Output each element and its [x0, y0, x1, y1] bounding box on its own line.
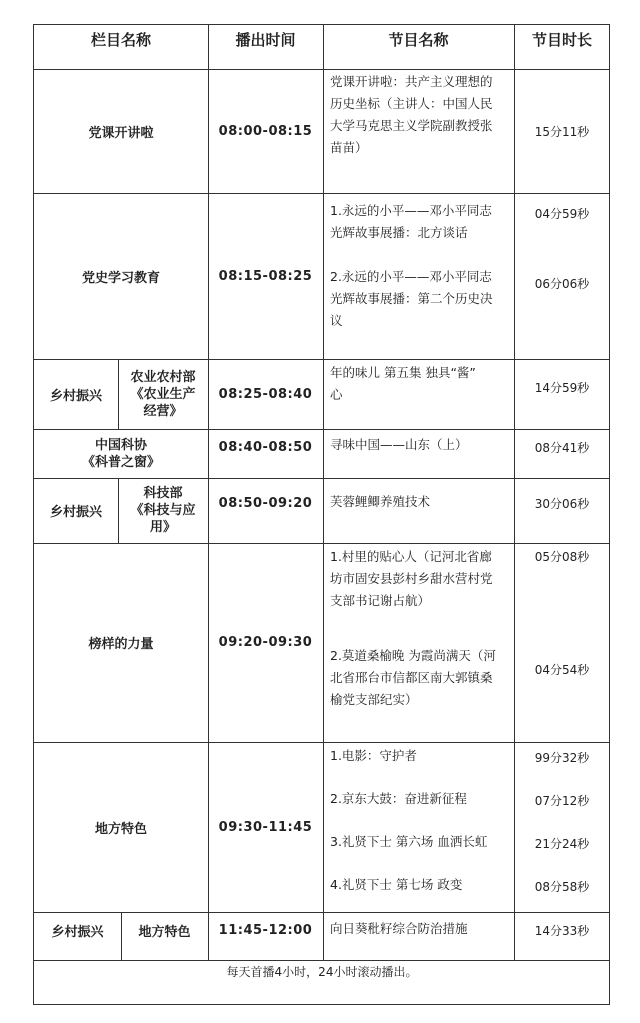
row-1-time: 08:15-08:25 [218, 268, 313, 284]
column-line: 《科技与应 [130, 503, 196, 518]
row-3-column [34, 429, 208, 478]
row-5-duration-1: 05分08秒 [534, 550, 590, 564]
row-0-column: 党课开讲啦 [88, 125, 154, 141]
header-broadcast-time: 播出时间 [235, 30, 296, 49]
program-line: 党课开讲啦：共产主义理想的 [330, 74, 493, 89]
row-1-program-2 [330, 266, 512, 332]
row-5-duration-2: 04分54秒 [534, 663, 590, 677]
row-4-duration: 30分06秒 [534, 496, 590, 511]
program-line: 寻味中国——山东（上） [330, 437, 468, 452]
program-line: 大学马克思主义学院副教授张 [330, 118, 493, 133]
row-7-duration: 14分33秒 [534, 923, 590, 938]
program-line: 历史坐标（主讲人：中国人民 [330, 96, 493, 111]
row-0-duration: 15分11秒 [534, 124, 590, 139]
header-duration: 节目时长 [531, 30, 592, 49]
program-line: 1.永远的小平——邓小平同志 [330, 203, 492, 218]
column-line: 农业农村部 [130, 369, 196, 385]
row-7-column-b: 地方特色 [138, 924, 191, 940]
row-7-time: 11:45-12:00 [218, 922, 313, 938]
column-line: 经营》 [143, 403, 183, 419]
row-5-column: 榜样的力量 [88, 637, 154, 652]
row-7-program: 向日葵秕籽综合防治措施 [330, 921, 468, 936]
program-line: 支部书记谢占航） [330, 593, 431, 608]
program-line: 光辉故事展播：第二个历史决 [330, 291, 493, 306]
row-6-column: 地方特色 [94, 821, 147, 837]
row-4-column-b [118, 478, 208, 543]
row-0-program [330, 71, 512, 159]
row-0-time: 08:00-08:15 [218, 123, 313, 139]
header-program-name: 节目名称 [388, 30, 449, 49]
column-divider [323, 24, 324, 960]
table-border-bottom [33, 1004, 610, 1005]
row-6-duration-4: 08分58秒 [534, 880, 590, 894]
row-5-time: 09:20-09:30 [218, 635, 313, 650]
row-2-column-b [118, 359, 208, 429]
row-3-time: 08:40-08:50 [218, 439, 313, 455]
row-6-duration-1: 99分32秒 [534, 751, 590, 765]
row-2-column-a: 乡村振兴 [49, 388, 102, 404]
row-7-column-a: 乡村振兴 [51, 924, 104, 940]
row-1-duration-1: 04分59秒 [534, 207, 590, 221]
row-3-program [330, 434, 512, 456]
program-line: 坊市固安县彭村乡甜水营村党 [330, 571, 493, 586]
program-line: 2.永远的小平——邓小平同志 [330, 269, 492, 284]
column-line: 中国科协 [94, 437, 147, 453]
header-column-name: 栏目名称 [90, 30, 151, 49]
row-2-duration: 14分59秒 [534, 380, 590, 395]
row-5-program-1 [330, 546, 512, 612]
program-line: 年的味儿 第五集 独具“酱” [330, 365, 476, 380]
row-6-time: 09:30-11:45 [218, 819, 313, 835]
program-line: 榆党支部纪实） [330, 692, 418, 707]
row-4-column-a: 乡村振兴 [49, 505, 102, 520]
program-line: 苗苗） [330, 140, 368, 155]
row-5-program-2 [330, 645, 512, 711]
row-6-duration-2: 07分12秒 [534, 794, 590, 808]
column-line: 用》 [149, 520, 176, 535]
row-6-program-1: 1.电影：守护者 [330, 748, 417, 763]
row-6-duration-3: 21分24秒 [534, 837, 590, 851]
row-6-program-4: 4.礼贤下士 第七场 政变 [330, 877, 463, 892]
program-line: 北省邢台市信都区南大郭镇桑 [330, 670, 493, 685]
footer-note: 每天首播4小时，24小时滚动播出。 [226, 964, 418, 979]
column-line: 《农业生产 [130, 386, 196, 402]
column-line: 《科普之窗》 [81, 454, 160, 470]
program-line: 1.村里的贴心人（记河北省廊 [330, 549, 492, 564]
row-1-column: 党史学习教育 [81, 270, 160, 286]
row-6-program-2: 2.京东大鼓：奋进新征程 [330, 791, 467, 806]
row-4-program [330, 491, 512, 513]
program-line: 心 [330, 387, 343, 402]
program-line: 议 [330, 313, 343, 328]
row-1-program-1 [330, 200, 512, 244]
row-2-program [330, 362, 512, 406]
row-3-duration: 08分41秒 [534, 440, 590, 455]
row-1-duration-2: 06分06秒 [534, 277, 590, 291]
program-line: 2.莫道桑榆晚 为霞尚满天（河 [330, 648, 496, 663]
row-4-time: 08:50-09:20 [218, 495, 313, 511]
program-line: 光辉故事展播：北方谈话 [330, 225, 468, 240]
row-6-program-3: 3.礼贤下士 第六场 血洒长虹 [330, 834, 488, 849]
program-line: 芙蓉鲤鲫养殖技术 [330, 494, 431, 509]
column-line: 科技部 [143, 486, 183, 501]
row-2-time: 08:25-08:40 [218, 386, 313, 402]
